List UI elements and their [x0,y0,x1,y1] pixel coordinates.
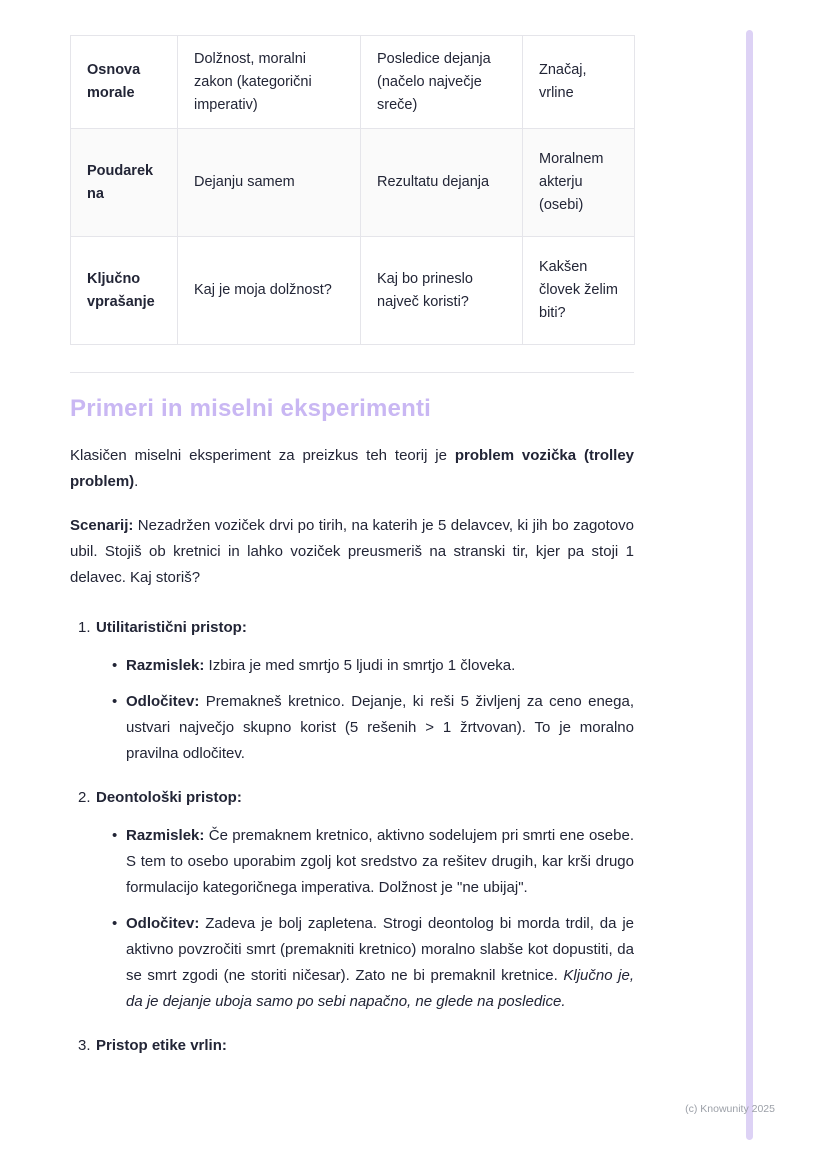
ethics-comparison-table [70,35,635,345]
intro-text-end: . [134,473,139,490]
bullet-text [126,911,634,1015]
bullet-item [112,823,634,901]
list-item-number: 3. [78,1037,91,1054]
bullet-marker: • [112,827,118,844]
list-item-title: Utilitaristični pristop: [96,619,247,636]
table-row [71,237,635,345]
scenario-paragraph [70,513,634,591]
table-cell: Moralnem akterju (osebi) [523,129,635,237]
bullet-body: Izbira je med smrtjo 5 ljudi in smrtjo 1 človeka. [204,657,516,674]
bullet-text [126,689,634,767]
table-cell: Kaj bo prineslo največ koristi? [361,237,523,345]
section-heading: Primeri in miselni eksperimenti [70,395,432,422]
bullet-item [112,653,634,679]
bullet-text [126,823,634,901]
list-item-title: Deontološki pristop: [96,789,242,806]
scenario-text: Nezadržen voziček drvi po tirih, na katerih je 5 delavcev, ki jih bo zagotovo ubil. Stojiš ob kretnici in lahko voziček preusmeriš na stranski tir, kjer pa stoji 1 delavec. Kaj storiš? [70,517,634,586]
bullet-body: Zadeva je bolj zapletena. Strogi deontolog bi morda trdil, da je aktivno povzročiti smrt (premakniti kretnico) moralno slabše kot dopustiti, da se smrt zgodi (ne storiti ničesar). Zato ne bi premaknil kretnice. [126,915,634,984]
table-row [71,36,635,129]
bullet-item [112,911,634,1015]
table-cell: Značaj, vrline [523,36,635,129]
table-row-header: Ključno vprašanje [71,237,178,345]
bullet-body: Premakneš kretnico. Dejanje, ki reši 5 življenj za ceno enega, ustvari največjo skupno korist (5 rešenih > 1 žrtvovan). To je moralno pravilna odločitev. [126,693,634,762]
list-item [70,615,634,767]
table-row [71,129,635,237]
scrollbar-thumb[interactable] [746,30,753,1140]
list-item-title-row [70,1033,634,1059]
approaches-list [70,615,634,1059]
document-content [70,35,634,1077]
intro-text: Klasičen miselni eksperiment za preizkus teh teorij je [70,447,455,464]
intro-paragraph [70,443,634,495]
bullet-list [112,653,634,767]
bullet-marker: • [112,693,118,710]
bullet-lead: Odločitev: [126,915,200,932]
list-item-title-row [70,615,634,641]
table-cell: Rezultatu dejanja [361,129,523,237]
list-item [70,1033,634,1059]
bullet-body: Če premaknem kretnico, aktivno sodelujem pri smrti ene osebe. S tem to osebo uporabim zgolj kot sredstvo za rešitev drugih, kar krši drugo formulacijo kategoričnega imperativa. Dolžnost je "ne ubijaj". [126,827,634,896]
list-item [70,785,634,1015]
table-row-header: Poudarek na [71,129,178,237]
bullet-list [112,823,634,1015]
bullet-item [112,689,634,767]
table-cell: Dolžnost, moralni zakon (kategorični imperativ) [178,36,361,129]
list-item-title: Pristop etike vrlin: [96,1037,227,1054]
section-divider [70,372,634,373]
bullet-italic: Ključno je, da je dejanje uboja samo po sebi napačno, ne glede na posledice. [126,967,634,1010]
bullet-text [126,653,634,679]
intro-bold: problem vozička (trolley problem) [70,447,635,490]
bullet-marker: • [112,657,118,674]
list-item-title-row [70,785,634,811]
bullet-marker: • [112,915,118,932]
table-cell: Posledice dejanja (načelo največje sreče) [361,36,523,129]
table-cell: Dejanju samem [178,129,361,237]
copyright-notice: (c) Knowunity 2025 [685,1103,775,1115]
table-row-header: Osnova morale [71,36,178,129]
table-cell: Kaj je moja dolžnost? [178,237,361,345]
scenario-lead: Scenarij: [70,517,134,534]
table-cell: Kakšen človek želim biti? [523,237,635,345]
bullet-lead: Razmislek: [126,827,205,844]
list-item-number: 1. [78,619,91,636]
bullet-lead: Odločitev: [126,693,200,710]
list-item-number: 2. [78,789,91,806]
bullet-lead: Razmislek: [126,657,205,674]
